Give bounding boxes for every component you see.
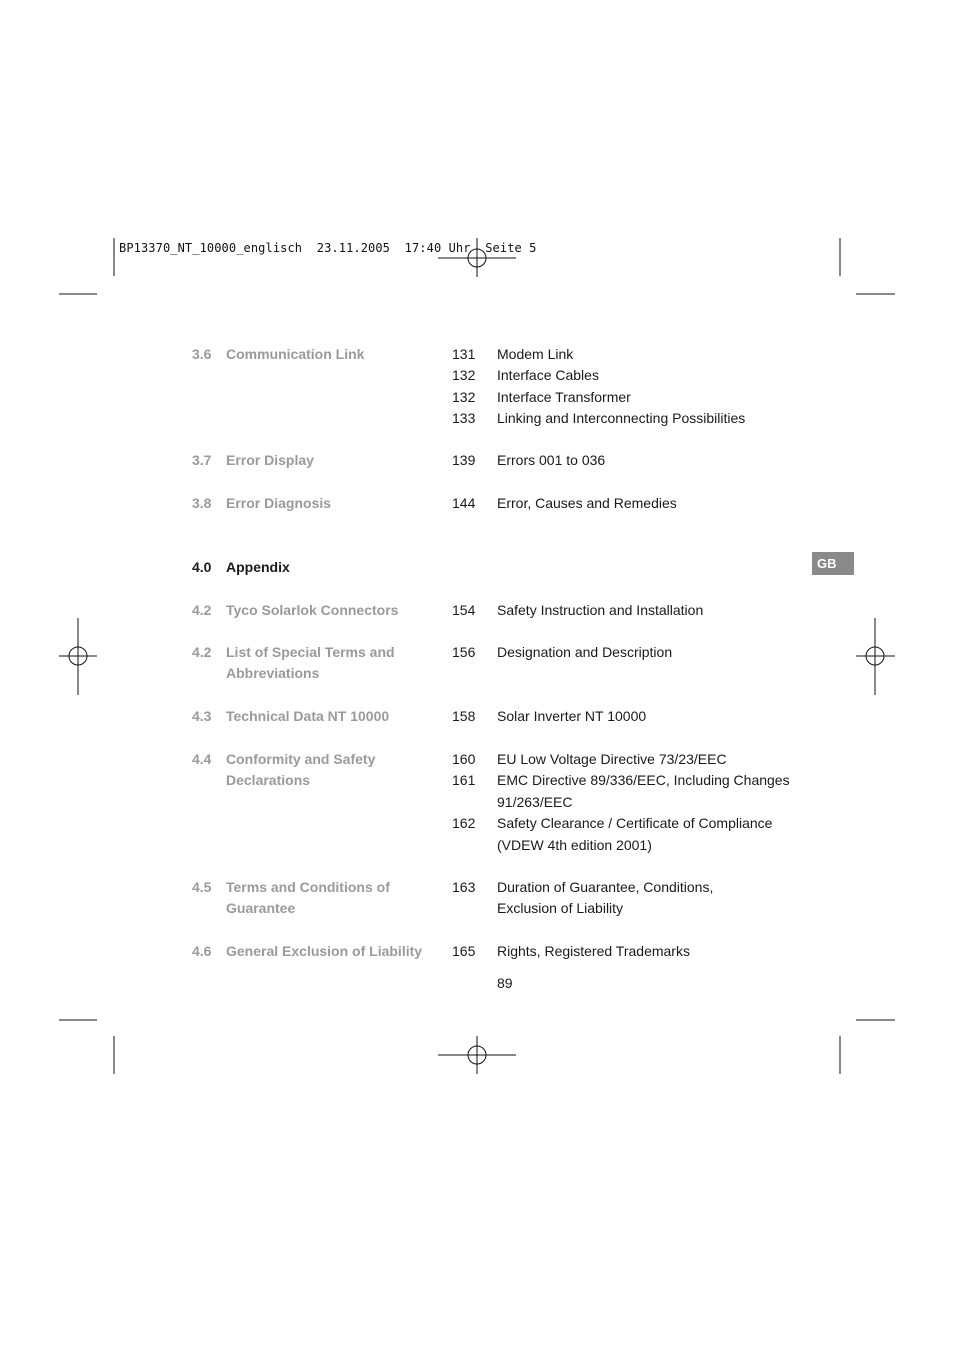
entry-page-number: 156	[452, 644, 476, 660]
entry-page-number: 160	[452, 751, 476, 767]
section-title: List of Special Terms and Abbreviations	[226, 644, 395, 682]
entry-description: Duration of Guarantee, Conditions, Exclusion of Liability	[497, 879, 714, 917]
section-number: 4.3	[192, 708, 212, 724]
entry-page-number: 139	[452, 452, 476, 468]
entry-description: Interface Transformer	[497, 388, 631, 405]
section-title: Error Diagnosis	[226, 495, 332, 511]
section-title: Appendix	[226, 559, 290, 575]
entry-page-number: 163	[452, 879, 476, 895]
entry-page-number: 131	[452, 346, 476, 362]
entry-page-number: 161	[452, 772, 476, 789]
section-number: 4.4	[192, 751, 212, 767]
entry-page-number: 162	[452, 815, 476, 832]
section-title: General Exclusion of Liability	[226, 943, 423, 959]
section-title: Communication Link	[226, 346, 365, 362]
entry-description: Safety Instruction and Installation	[497, 602, 704, 618]
section-title: Conformity and Safety Declarations	[226, 751, 376, 789]
entry-description: EMC Directive 89/336/EEC, Including Changes 91/263/EEC	[497, 772, 790, 810]
section-number: 3.6	[192, 346, 212, 362]
entry-description: EU Low Voltage Directive 73/23/EEC	[497, 751, 727, 767]
print-slug-line: BP13370_NT_10000_englisch 23.11.2005 17:40 Uhr Seite 5	[119, 241, 537, 255]
section-title: Technical Data NT 10000	[226, 708, 390, 724]
entry-page-number: 133	[452, 410, 476, 427]
entry-description: Solar Inverter NT 10000	[497, 708, 647, 724]
section-number: 4.5	[192, 879, 212, 895]
page-number: 89	[497, 975, 513, 991]
section-number: 3.8	[192, 495, 212, 511]
entry-description: Linking and Interconnecting Possibilities	[497, 410, 746, 427]
entry-description: Error, Causes and Remedies	[497, 495, 677, 511]
entry-page-number: 132	[452, 367, 476, 384]
section-number: 4.0	[192, 559, 212, 575]
entry-page-number: 132	[452, 388, 476, 405]
section-number: 4.2	[192, 602, 212, 618]
section-title: Terms and Conditions of Guarantee	[226, 879, 390, 917]
entry-page-number: 165	[452, 943, 476, 959]
entry-description: Modem Link	[497, 346, 574, 362]
section-number: 3.7	[192, 452, 212, 468]
section-number: 4.2	[192, 644, 212, 660]
entry-description: Designation and Description	[497, 644, 673, 660]
entry-description: Interface Cables	[497, 367, 599, 384]
entry-page-number: 154	[452, 602, 476, 618]
entry-description: Errors 001 to 036	[497, 452, 606, 468]
language-tab: GB	[812, 552, 854, 575]
entry-description: Rights, Registered Trademarks	[497, 943, 690, 959]
entry-page-number: 158	[452, 708, 476, 724]
section-title: Tyco Solarlok Connectors	[226, 602, 399, 618]
entry-page-number: 144	[452, 495, 476, 511]
entry-description: Safety Clearance / Certificate of Compliance (VDEW 4th edition 2001)	[497, 815, 773, 853]
section-number: 4.6	[192, 943, 212, 959]
section-title: Error Display	[226, 452, 314, 468]
